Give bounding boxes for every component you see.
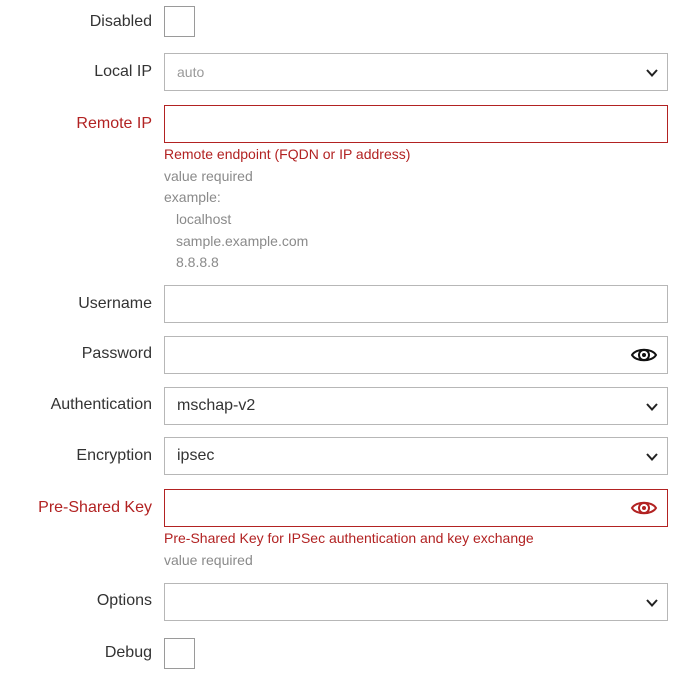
- disabled-checkbox[interactable]: [164, 6, 195, 37]
- remote-ip-example: sample.example.com: [176, 233, 309, 249]
- authentication-select[interactable]: [164, 387, 668, 425]
- local-ip-label: Local IP: [94, 63, 152, 80]
- remote-ip-label: Remote IP: [76, 115, 152, 132]
- encryption-value: ipsec: [177, 447, 215, 464]
- remote-ip-example: localhost: [176, 211, 232, 227]
- options-label: Options: [96, 592, 152, 609]
- eye-icon[interactable]: [630, 498, 658, 518]
- remote-ip-error: value required: [164, 168, 253, 184]
- remote-ip-example: 8.8.8.8: [176, 254, 219, 270]
- authentication-label: Authentication: [50, 396, 152, 413]
- remote-ip-example-title: example:: [164, 189, 221, 205]
- psk-input[interactable]: [164, 489, 668, 527]
- password-label: Password: [81, 345, 152, 362]
- eye-icon[interactable]: [630, 345, 658, 365]
- remote-ip-description: Remote endpoint (FQDN or IP address): [164, 146, 411, 162]
- password-input[interactable]: [164, 336, 668, 374]
- chevron-down-icon: [645, 400, 659, 414]
- authentication-value: mschap-v2: [177, 397, 256, 414]
- username-label: Username: [78, 295, 152, 312]
- encryption-label: Encryption: [76, 447, 152, 464]
- encryption-select[interactable]: [164, 437, 668, 475]
- psk-label: Pre-Shared Key: [38, 499, 152, 516]
- local-ip-select[interactable]: [164, 53, 668, 91]
- debug-checkbox[interactable]: [164, 638, 195, 669]
- username-input[interactable]: [164, 285, 668, 323]
- options-select[interactable]: [164, 583, 668, 621]
- psk-error: value required: [164, 552, 253, 568]
- remote-ip-input[interactable]: [164, 105, 668, 143]
- chevron-down-icon: [645, 450, 659, 464]
- disabled-label: Disabled: [89, 13, 152, 30]
- debug-label: Debug: [104, 644, 152, 661]
- psk-description: Pre-Shared Key for IPSec authentication and key exchange: [164, 530, 534, 546]
- local-ip-value: auto: [177, 64, 205, 80]
- chevron-down-icon: [645, 596, 659, 610]
- chevron-down-icon: [645, 66, 659, 80]
